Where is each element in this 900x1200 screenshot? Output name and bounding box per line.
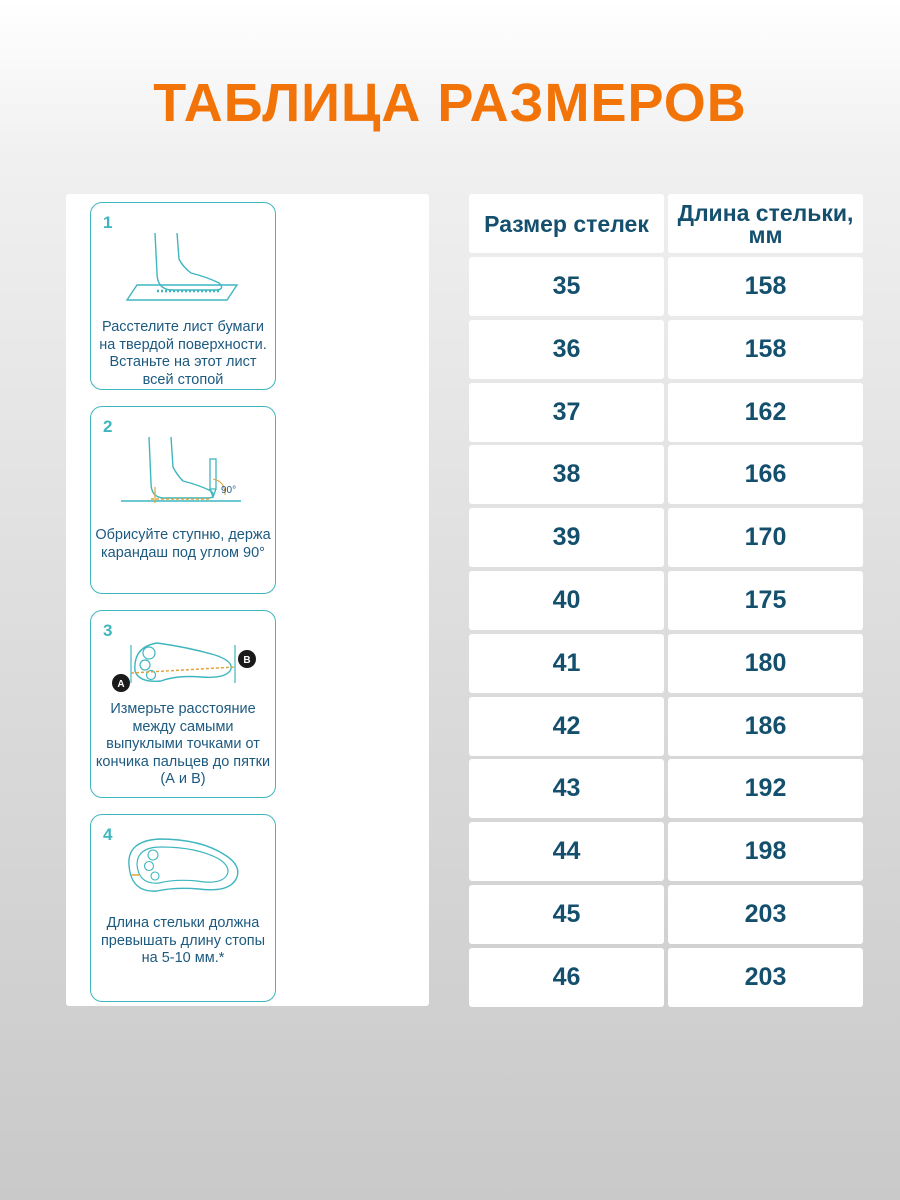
table-header-cell: Длина стельки, мм: [668, 194, 863, 253]
insole-length-cell: 186: [668, 697, 863, 756]
point-b-label: B: [243, 655, 251, 666]
page-title: ТАБЛИЦА РАЗМЕРОВ: [153, 73, 747, 133]
insole-length-cell: 166: [668, 445, 863, 504]
insole-size-cell: 39: [469, 508, 664, 567]
insole-size-cell: 37: [469, 383, 664, 442]
insole-length-cell: 203: [668, 948, 863, 1007]
insole-outline-icon: [91, 815, 277, 905]
insole-length-cell: 192: [668, 759, 863, 818]
insole-length-cell: 198: [668, 822, 863, 881]
size-table: [469, 194, 863, 1006]
insole-size-cell: 46: [469, 948, 664, 1007]
step-text: Расстелите лист бумаги на твердой поверхности. Встаньте на этот лист всей стопой: [99, 319, 267, 388]
step-text: Обрисуйте ступню, держа карандаш под углом 90°: [95, 527, 271, 561]
tracing-foot-icon: [91, 407, 277, 517]
angle-label: 90°: [221, 485, 237, 496]
insole-size-cell: 41: [469, 634, 664, 693]
step-text: Длина стельки должна превышать длину стопы на 5-10 мм.*: [100, 915, 266, 966]
step-text: Измерьте расстояние между самыми выпуклыми точками от кончика пальцев до пятки (А и В): [95, 701, 271, 787]
insole-size-cell: 44: [469, 822, 664, 881]
step-card-1: [90, 202, 276, 390]
insole-size-cell: 38: [469, 445, 664, 504]
insole-size-cell: 35: [469, 257, 664, 316]
insole-length-cell: 203: [668, 885, 863, 944]
insole-size-cell: 40: [469, 571, 664, 630]
insole-size-cell: 43: [469, 759, 664, 818]
insole-length-cell: 170: [668, 508, 863, 567]
step-number: 4: [103, 825, 113, 844]
insole-length-cell: 180: [668, 634, 863, 693]
foot-on-paper-icon: [91, 203, 277, 313]
insole-size-cell: 45: [469, 885, 664, 944]
table-header-cell: Размер стелек: [469, 194, 664, 253]
step-number: 1: [103, 213, 113, 232]
step-number: 3: [103, 621, 113, 640]
insole-length-cell: 158: [668, 320, 863, 379]
insole-size-cell: 42: [469, 697, 664, 756]
insole-length-cell: 175: [668, 571, 863, 630]
step-card-2: [90, 406, 276, 594]
insole-size-cell: 36: [469, 320, 664, 379]
insole-length-cell: 158: [668, 257, 863, 316]
step-number: 2: [103, 417, 113, 436]
step-card-4: [90, 814, 276, 1002]
foot-measure-icon: [91, 611, 277, 701]
point-a-label: A: [117, 679, 125, 690]
insole-length-cell: 162: [668, 383, 863, 442]
step-card-3: [90, 610, 276, 798]
